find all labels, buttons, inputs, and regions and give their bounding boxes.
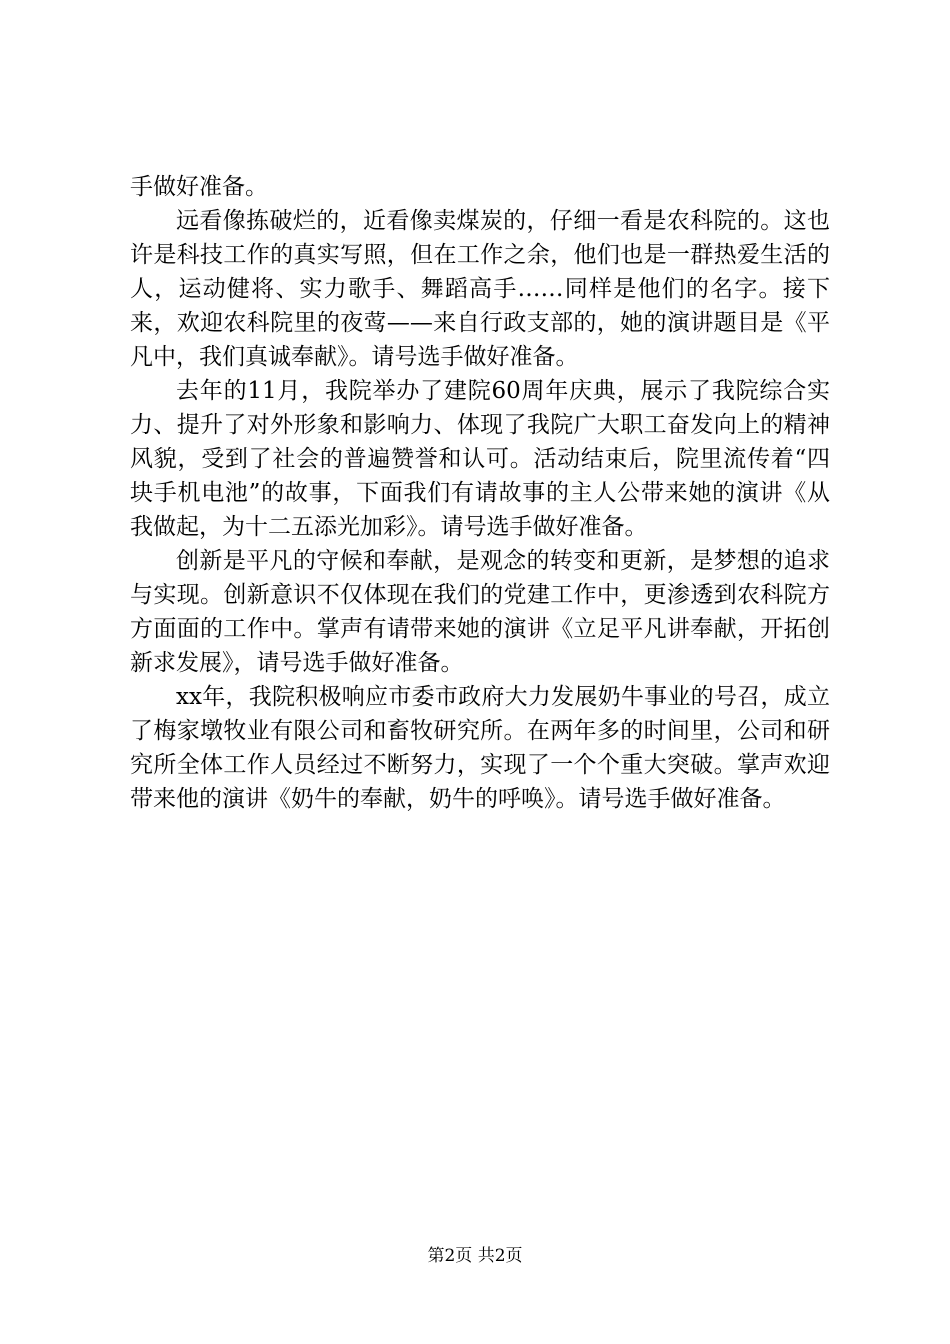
page-footer xyxy=(0,1244,950,1268)
page-number: 第2页 共2页 xyxy=(427,1246,523,1266)
paragraph: 远看像拣破烂的，近看像卖煤炭的，仔细一看是农科院的。这也许是科技工作的真实写照，但在工作之余，他们也是一群热爱生活的人，运动健将、实力歌手、舞蹈高手……同样是他们的名字。接下来，欢迎农科院里的夜莺——来自行政支部的，她的演讲题目是《平凡中，我们真诚奉献》。请号选手做好准备。 xyxy=(130,208,830,370)
paragraph: 创新是平凡的守候和奉献，是观念的转变和更新，是梦想的追求与实现。创新意识不仅体现在我们的党建工作中，更渗透到农科院方方面面的工作中。掌声有请带来她的演讲《立足平凡讲奉献，开拓创新求发展》，请号选手做好准备。 xyxy=(130,548,830,676)
paragraph: xx年，我院积极响应市委市政府大力发展奶牛事业的号召，成立了梅家墩牧业有限公司和畜牧研究所。在两年多的时间里，公司和研究所全体工作人员经过不断努力，实现了一个个重大突破。掌声欢迎带来他的演讲《奶牛的奉献，奶牛的呼唤》。请号选手做好准备。 xyxy=(130,684,830,812)
paragraph: 去年的11月，我院举办了建院60周年庆典，展示了我院综合实力、提升了对外形象和影响力、体现了我院广大职工奋发向上的精神风貌，受到了社会的普遍赞誉和认可。活动结束后，院里流传着“四块手机电池”的故事，下面我们有请故事的主人公带来她的演讲《从我做起，为十二五添光加彩》。请号选手做好准备。 xyxy=(130,378,830,540)
paragraph-continued: 手做好准备。 xyxy=(130,174,268,200)
document-body xyxy=(130,170,830,816)
